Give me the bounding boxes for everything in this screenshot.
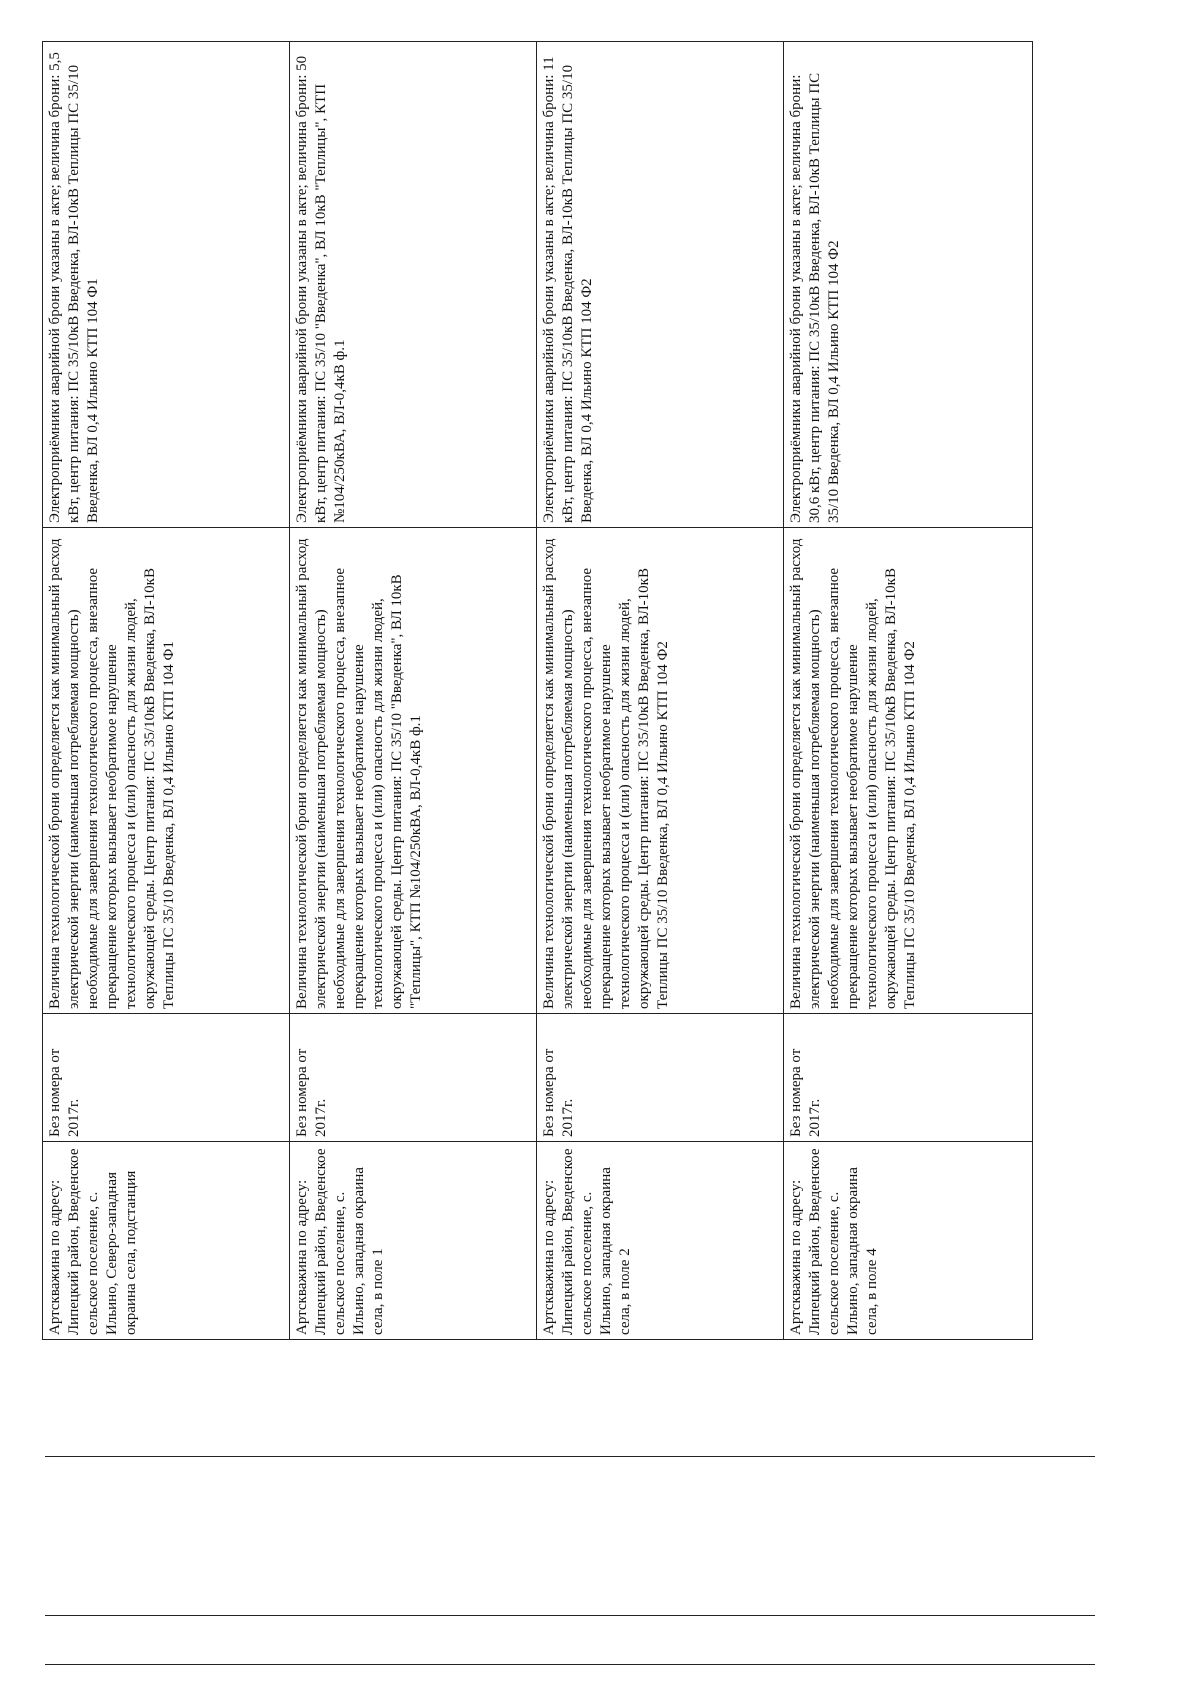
document-cell: Без номера от 2017г. [290,1014,537,1142]
tech-reserve-cell: Величина технологической брони определяется как минимальный расход электрической энергии (наименьшая потребляемая мощность) необходимые для завершения технологического процесса, внезапное прекращение которых вызывает необратимое нарушение технологического процесса и (или) опасность для жизни людей, окружающей среды. Центр питания: ПС 35/10кВ Введенка, ВЛ-10кВ Теплицы ПС 35/10 Введенка, ВЛ 0,4 Ильино КТП 104 Ф1 [43,528,290,1014]
document-cell: Без номера от 2017г. [784,1014,1033,1142]
tech-reserve-cell: Величина технологической брони определяется как минимальный расход электрической энергии (наименьшая потребляемая мощность) необходимые для завершения технологического процесса, внезапное прекращение которых вызывает необратимое нарушение технологического процесса и (или) опасность для жизни людей, окружающей среды. Центр питания: ПС 35/10кВ Введенка, ВЛ-10кВ Теплицы ПС 35/10 Введенка, ВЛ 0,4 Ильино КТП 104 Ф2 [784,528,1033,1014]
horizontal-rule [45,1664,1095,1665]
emergency-reserve-cell: Электроприёмники аварийной брони указаны в акте; величина брони: 30,6 кВт, центр питания: ПС 35/10кВ Введенка, ВЛ-10кВ Теплицы ПС 35/10 Введенка, ВЛ 0,4 Ильино КТП 104 Ф2 [784,42,1033,528]
address-cell: Артскважина по адресу: Липецкий район, Введенское сельское поселение, с. Ильино, западная окраина села, в поле 1 [290,1142,537,1340]
address-cell: Артскважина по адресу: Липецкий район, Введенское сельское поселение, с. Ильино, Северо-западная окраина села, подстанция [43,1142,290,1340]
table-row [537,42,784,1340]
document-cell: Без номера от 2017г. [537,1014,784,1142]
table-row [784,42,1033,1340]
emergency-reserve-cell: Электроприёмники аварийной брони указаны в акте; величина брони: 11 кВт, центр питания: ПС 35/10кВ Введенка, ВЛ-10кВ Теплицы ПС 35/10 Введенка, ВЛ 0,4 Ильино КТП 104 Ф2 [537,42,784,528]
address-cell: Артскважина по адресу: Липецкий район, Введенское сельское поселение, с. Ильино, западная окраина села, в поле 4 [784,1142,1033,1340]
table-row [43,42,290,1340]
emergency-reserve-cell: Электроприёмники аварийной брони указаны в акте; величина брони: 5,5 кВт, центр питания: ПС 35/10кВ Введенка, ВЛ-10кВ Теплицы ПС 35/10 Введенка, ВЛ 0,4 Ильино КТП 104 Ф1 [43,42,290,528]
document-cell: Без номера от 2017г. [43,1014,290,1142]
table-row [290,42,537,1340]
reservation-table [42,41,1033,1340]
horizontal-rule [45,1456,1095,1457]
rotated-table-container [42,42,1032,1340]
tech-reserve-cell: Величина технологической брони определяется как минимальный расход электрической энергии (наименьшая потребляемая мощность) необходимые для завершения технологического процесса, внезапное прекращение которых вызывает необратимое нарушение технологического процесса и (или) опасность для жизни людей, окружающей среды. Центр питания: ПС 35/10 "Введенка", ВЛ 10кВ "Теплицы", КТП №104/250кВА, ВЛ-0,4кВ ф.1 [290,528,537,1014]
address-cell: Артскважина по адресу: Липецкий район, Введенское сельское поселение, с. Ильино, западная окраина села, в поле 2 [537,1142,784,1340]
horizontal-rule [45,1615,1095,1616]
tech-reserve-cell: Величина технологической брони определяется как минимальный расход электрической энергии (наименьшая потребляемая мощность) необходимые для завершения технологического процесса, внезапное прекращение которых вызывает необратимое нарушение технологического процесса и (или) опасность для жизни людей, окружающей среды. Центр питания: ПС 35/10кВ Введенка, ВЛ-10кВ Теплицы ПС 35/10 Введенка, ВЛ 0,4 Ильино КТП 104 Ф2 [537,528,784,1014]
emergency-reserve-cell: Электроприёмники аварийной брони указаны в акте; величина брони: 50 кВт, центр питания: ПС 35/10 "Введенка", ВЛ 10кВ "Теплицы", КТП №104/250кВА, ВЛ-0,4кВ ф.1 [290,42,537,528]
